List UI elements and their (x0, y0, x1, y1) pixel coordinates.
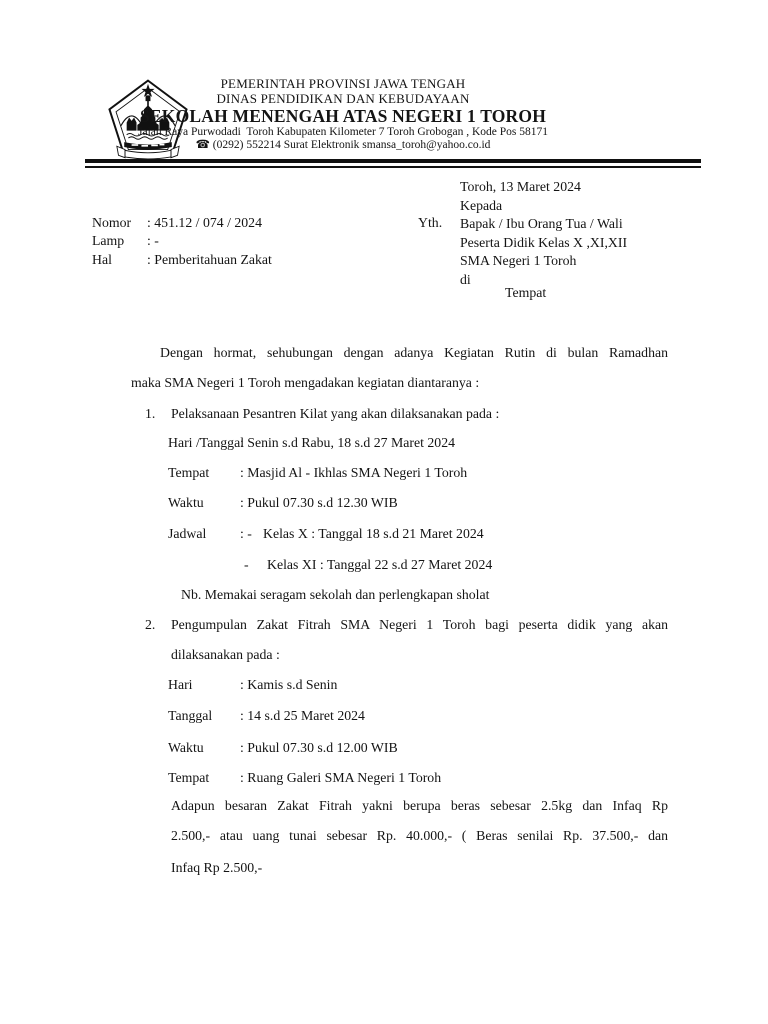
detail-row (168, 526, 484, 542)
lamp-label: Lamp (92, 233, 125, 248)
detail-label: Hari (168, 677, 193, 692)
list-item-1-title: Pelaksanaan Pesantren Kilat yang akan dilaksanakan pada : (171, 406, 500, 421)
list-item-2-number: 2. (145, 617, 156, 632)
detail-row (168, 708, 365, 724)
detail-row (168, 740, 398, 756)
school-contact-line (85, 139, 601, 152)
detail-row (168, 495, 398, 511)
detail-row (168, 557, 492, 573)
letterhead (85, 76, 601, 151)
detail-value: Kelas XI : Tanggal 22 s.d 27 Maret 2024 (267, 557, 493, 572)
detail-row (168, 677, 337, 693)
list-item-2-title: Pengumpulan Zakat Fitrah SMA Negeri 1 Toroh bagi peserta didik yang akan (171, 617, 668, 632)
school-address: Jalan Raya Purwodadi Toroh Kabupaten Kilometer 7 Toroh Grobogan , Kode Pos 58171 (138, 126, 548, 138)
recipient-line: Peserta Didik Kelas X ,XI,XII (460, 234, 628, 250)
lamp-row (92, 233, 159, 249)
tempat-label: Tempat (505, 285, 547, 300)
hal-row (92, 252, 272, 268)
detail-label: Tempat (168, 770, 210, 785)
nomor-row (92, 215, 262, 231)
closing-paragraph-line: Adapun besaran Zakat Fitrah yakni berupa beras sebesar 2.5kg dan Infaq Rp (171, 798, 668, 813)
detail-label: Waktu (168, 495, 204, 510)
closing-paragraph-line: Infaq Rp 2.500,- (171, 860, 263, 875)
detail-label: Tanggal (168, 708, 213, 723)
list-item-1-number: 1. (145, 406, 156, 421)
letterhead-divider-thin (85, 166, 701, 168)
dash-bullet: - (244, 557, 249, 572)
dash-bullet: : - (240, 526, 252, 541)
detail-value: : Pukul 07.30 s.d 12.30 WIB (240, 495, 398, 510)
detail-row (168, 465, 467, 481)
opening-paragraph-line: Dengan hormat, sehubungan dengan adanya Kegiatan Rutin di bulan Ramadhan (160, 345, 668, 360)
detail-label: Waktu (168, 740, 204, 755)
detail-value: : Masjid Al - Ikhlas SMA Negeri 1 Toroh (240, 465, 468, 480)
recipient-line: SMA Negeri 1 Toroh (460, 253, 577, 269)
detail-row (168, 435, 455, 451)
note-line: Nb. Memakai seragam sekolah dan perlengkapan sholat (181, 587, 490, 602)
detail-value: : Pukul 07.30 s.d 12.00 WIB (240, 740, 398, 755)
detail-value: : Kamis s.d Senin (240, 677, 338, 692)
detail-label: Hari /Tanggal (168, 435, 245, 450)
lamp-value: : - (147, 233, 159, 248)
detail-label: Jadwal (168, 526, 207, 541)
opening-paragraph-line: maka SMA Negeri 1 Toroh mengadakan kegiatan diantaranya : (131, 375, 480, 390)
detail-label: Tempat (168, 465, 210, 480)
nomor-label: Nomor (92, 215, 132, 230)
letterhead-divider-thick (85, 159, 701, 163)
closing-paragraph-line: 2.500,- atau uang tunai sebesar Rp. 40.000,- ( Beras senilai Rp. 37.500,- dan (171, 828, 668, 843)
hal-value: : Pemberitahuan Zakat (147, 252, 272, 267)
detail-value: Kelas X : Tanggal 18 s.d 21 Maret 2024 (263, 526, 484, 541)
department-line: DINAS PENDIDIKAN DAN KEBUDAYAAN (216, 91, 470, 106)
school-name: SEKOLAH MENENGAH ATAS NEGERI 1 TOROH (139, 106, 547, 126)
kepada-label: Kepada (460, 197, 503, 213)
detail-value: : Ruang Galeri SMA Negeri 1 Toroh (240, 770, 442, 785)
detail-row (168, 770, 441, 786)
letter-date: Toroh, 13 Maret 2024 (460, 179, 581, 194)
province-line: PEMERINTAH PROVINSI JAWA TENGAH (220, 76, 466, 91)
detail-value: : 14 s.d 25 Maret 2024 (240, 708, 365, 723)
yth-label: Yth. (418, 215, 443, 230)
telephone-icon: ☎ (195, 138, 210, 151)
detail-value: : Senin s.d Rabu, 18 s.d 27 Maret 2024 (240, 435, 455, 450)
list-item-2-title-cont: dilaksanakan pada : (171, 647, 280, 662)
nomor-value: : 451.12 / 074 / 2024 (147, 215, 262, 230)
school-contact: (0292) 552214 Surat Elektronik smansa_toroh@yahoo.co.id (212, 138, 491, 151)
recipient-line: di (460, 271, 471, 287)
recipient-block (460, 178, 627, 290)
recipient-line: Bapak / Ibu Orang Tua / Wali (460, 216, 623, 232)
hal-label: Hal (92, 252, 112, 267)
